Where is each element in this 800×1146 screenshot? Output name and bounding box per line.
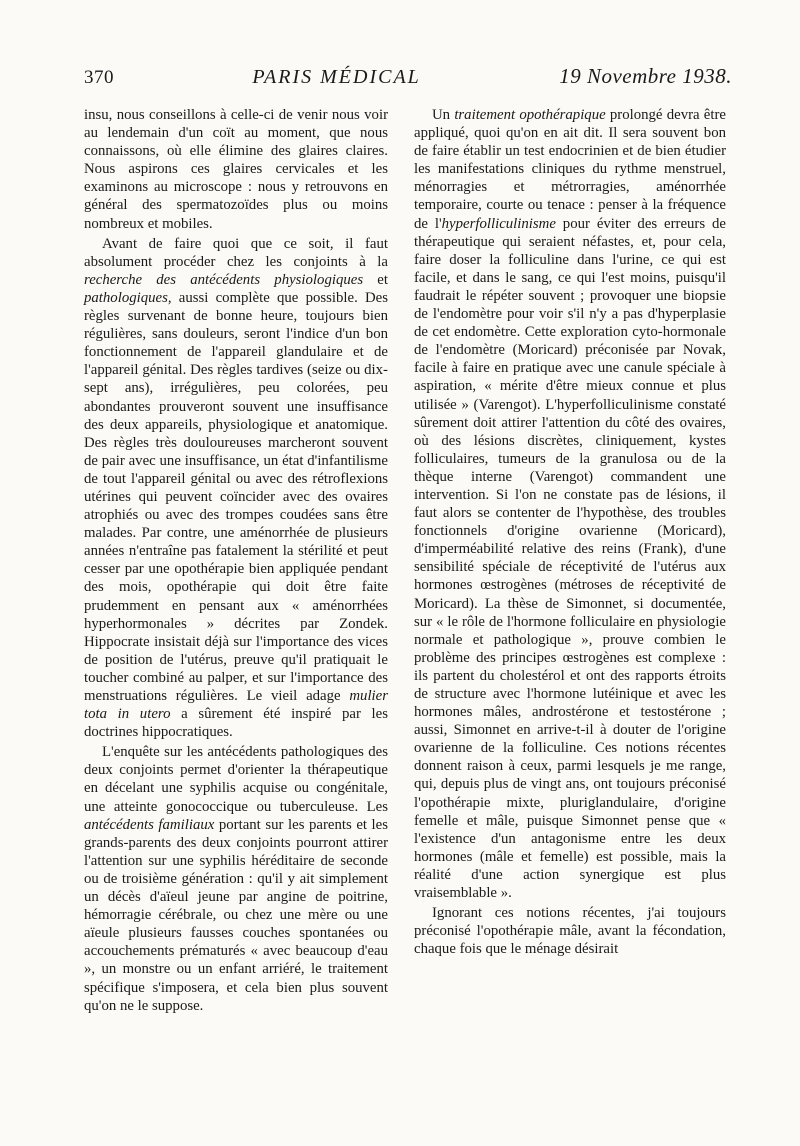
paragraph-text: Un bbox=[432, 107, 455, 123]
paragraph-text: L'enquête sur les antécédents pathologiques des deux conjoints permet d'orienter la thérapeutique en décelant une syphilis acquise ou congénitale, une atteinte gonococcique ou tuberculeuse. Les bbox=[84, 744, 388, 815]
paragraph-text: pour éviter des erreurs de thérapeutique qui seraient néfastes, et, pour cela, faire doser la folliculine dans l'urine, ce qui est facile, et dans le sang, ce qui l'est moins, puisqu'il faudrait le répéter souvent ; provoquer une biopsie de l'endomètre pour voir s'il n'y a pas d'hyperplasie de cet endomètre. Cette exploration cyto-hormonale de l'endomètre (Moricard) préconisée par Novak, facile à faire en pratique avec une canule spéciale à aspiration, « mérite d'être mieux connue et plus utilisée » (Varengot). L'hyperfolliculinisme constaté sûrement doit attirer l'attention du côté des ovaires, où des lésions discrètes, cliniquement, kystes folliculaires, tumeurs de la granulosa ou de la thèque interne (Varengot) commandent une intervention. Si l'on ne constate pas de lésions, il faut alors se contenter de l'hypothèse, des troubles fonctionnels d'origine ovarienne (Moricard), d'imperméabilité relative des reins (Frank), d'une sensibilité spéciale de réceptivité de l'utérus aux hormones œstrogènes (métroses de réceptivité de Moricard). La thèse de Simonnet, si documentée, sur « le rôle de l'hormone folliculaire en physiologie normale et pathologique », prouve combien le problème des principes œstrogènes est complexe : ils partent du cholestérol et ont des rapports étroits de structure avec l'hormone lutéinique et avec les hormones mâles, androstérone et testostérone ; aussi, Simonnet en arrive-t-il à douter de l'origine ovarienne de la folliculine. Ces notions récentes donnent raison à ceux, parmi lesquels je me range, qui, depuis plus de vingt ans, ont toujours préconisé l'opothérapie mixte, pluriglandulaire, d'origine femelle et mâle, puisque Simonnet pense que « l'existence d'un antagonisme entre les deux hormones (mâle et femelle) est possible, mais la réalité d'une action synergique est plus vraisemblable ». bbox=[414, 215, 726, 902]
paragraph bbox=[414, 904, 726, 958]
issue-date: 19 Novembre 1938. bbox=[559, 64, 732, 88]
running-header bbox=[84, 64, 732, 89]
italic-term: hyperfolliculinisme bbox=[441, 215, 556, 232]
paragraph-text: Avant de faire quoi que ce soit, il faut absolument procéder chez les conjoints à la bbox=[84, 235, 388, 270]
paragraph-text: insu, nous conseillons à celle-ci de venir nous voir au lendemain d'un coït au moment, que nous connaissons, où elle élimine des glaires claires. Nous aspirons ces glaires cervicales et les examinons au microscope : nous y retrouvons en général des spermatozoïdes plus ou moins nombreux et mobiles. bbox=[84, 107, 388, 232]
paragraph bbox=[84, 235, 388, 742]
italic-phrase: pathologiques bbox=[84, 289, 168, 306]
italic-phrase: recherche des antécédents physiologiques bbox=[84, 271, 364, 288]
page-number: 370 bbox=[84, 67, 114, 88]
paragraph-text: portant sur les parents et les grands-parents des deux conjoints pourront attirer l'attention sur une syphilis héréditaire de seconde ou de troisième génération : qu'il y ait simplement un décès d'aïeul jeune par angine de poitrine, hémorragie cérébrale, ou chez une mère ou une aïeule plusieurs fausses couches spontanées ou accouchements prématurés « avec beaucoup d'eau », un monstre ou un enfant arriéré, le traitement spécifique s'imposera, et cela bien plus souvent qu'on ne le suppose. bbox=[84, 816, 388, 1014]
paragraph-text: , aussi complète que possible. Des règles survenant de bonne heure, toujours bien régulières, sans douleurs, seront l'indice d'un bon fonctionnement de l'appareil glandulaire et de l'appareil génital. Des règles tardives (seize ou dix-sept ans), irrégulières, peu colorées, peu abondantes prouveront souvent une insuffisance des deux appareils, physiologique et anatomique. Des règles très douloureuses marcheront souvent de pair avec une insuffisance, un état d'infantilisme de tout l'appareil génital ou avec des rétroflexions utérines qui peuvent coïncider avec des ovaires atrophiés ou avec des trompes coudées sans être malades. Par contre, une aménorrhée de plusieurs années n'entraîne pas fatalement la stérilité et peut cesser par une opothérapie bien appliquée pendant des mois, opothérapie qui doit être faite prudemment en pensant aux « aménorrhées hyperhormonales » décrites par Zondek. Hippocrate insistait déjà sur l'importance des vices de position de l'utérus, preuve qu'il pratiquait le toucher combiné au palper, et sur l'importance des menstruations régulières. Le vieil adage bbox=[84, 289, 388, 704]
paragraph-text: a sûrement été inspiré par les doctrines hippocratiques. bbox=[84, 706, 388, 741]
right-column bbox=[414, 106, 726, 958]
italic-phrase: traitement opothérapique bbox=[454, 107, 606, 123]
paragraph bbox=[414, 106, 726, 902]
paragraph-text: prolongé devra être appliqué, quoi qu'on en ait dit. Il sera souvent bon de faire établir un test endocrinien et de bien étudier les manifestations cliniques du rythme menstruel, ménorragies et métrorragies, aménorrhée temporaire, courte ou tenace : penser à la fréquence de l' bbox=[414, 107, 726, 232]
paragraph bbox=[84, 106, 388, 233]
paragraph bbox=[84, 743, 388, 1014]
left-column bbox=[84, 106, 388, 1015]
latin-adage: mulier tota in utero bbox=[84, 688, 388, 723]
paragraph-text: Ignorant ces notions récentes, j'ai toujours préconisé l'opothérapie mâle, avant la fécondation, chaque fois que le ménage désirait bbox=[414, 905, 726, 958]
journal-title: PARIS MÉDICAL bbox=[252, 66, 421, 88]
paragraph-text: et bbox=[363, 271, 388, 288]
italic-phrase: antécédents familiaux bbox=[84, 816, 215, 833]
